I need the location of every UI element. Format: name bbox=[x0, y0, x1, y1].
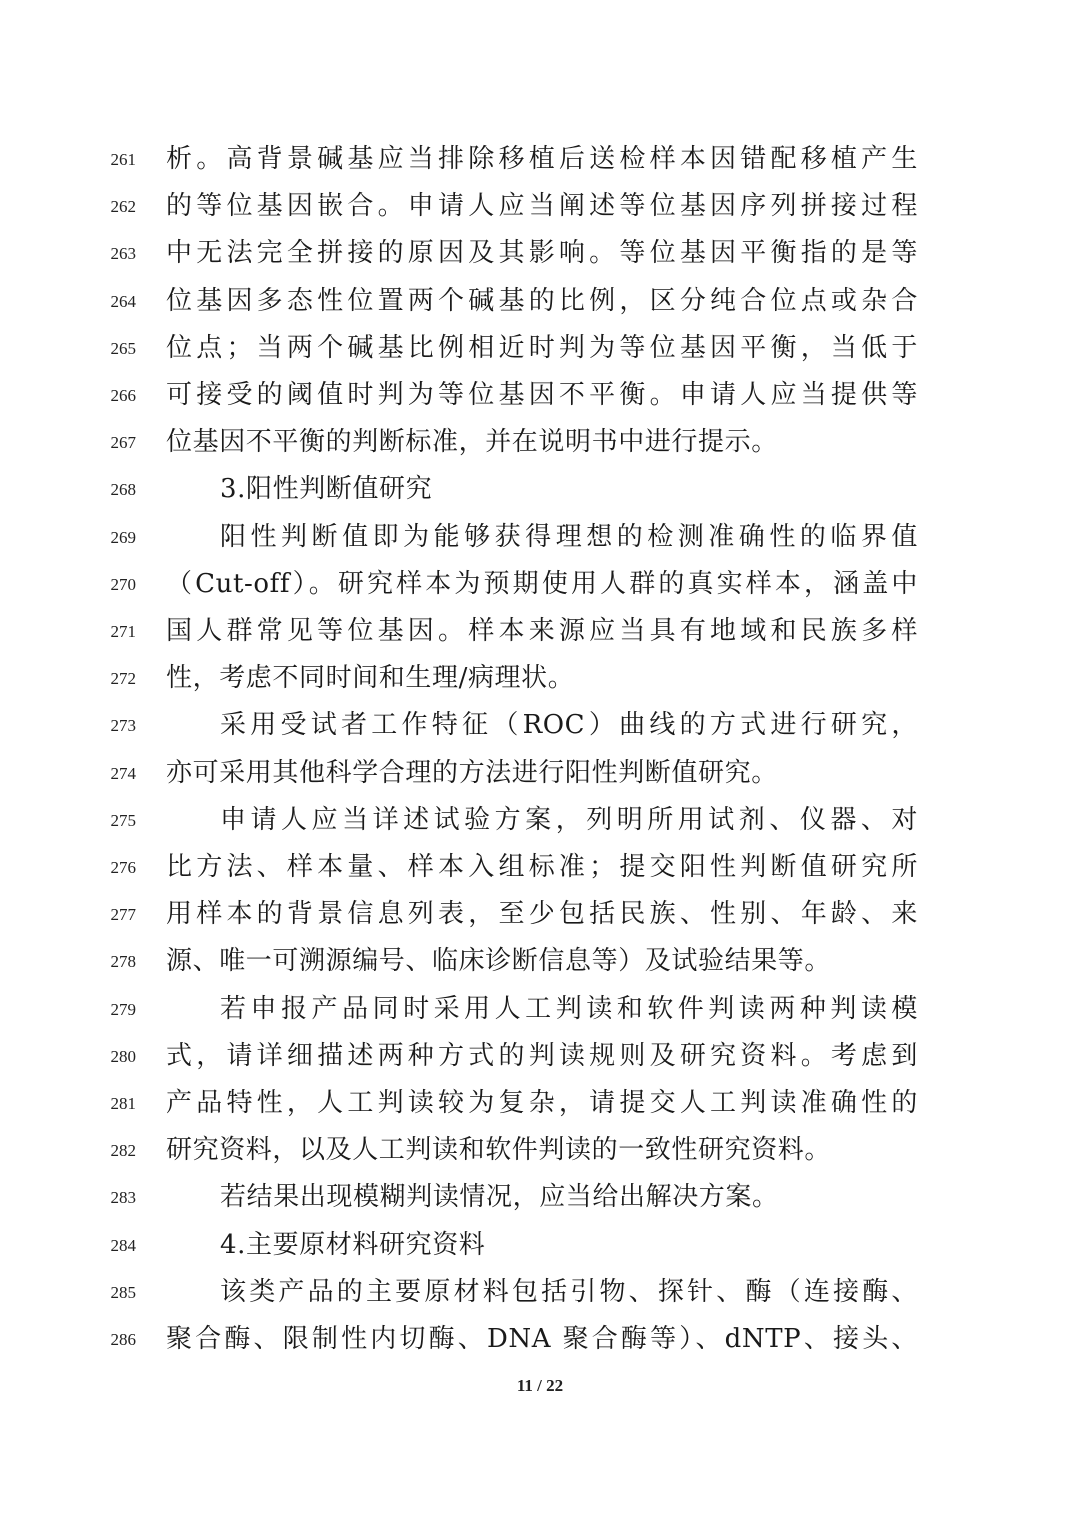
text-line bbox=[0, 797, 1080, 844]
line-number: 264 bbox=[110, 291, 136, 311]
text-line bbox=[0, 938, 1080, 985]
text-line bbox=[0, 561, 1080, 608]
line-number: 278 bbox=[110, 952, 136, 972]
line-number: 266 bbox=[110, 386, 136, 405]
paragraph-text: 产品特性，人工判读较为复杂，请提交人工判读准确性的 bbox=[166, 1088, 918, 1118]
text-line bbox=[0, 419, 1080, 466]
text-line bbox=[0, 1222, 1080, 1269]
line-number: 271 bbox=[110, 622, 136, 641]
line-number: 284 bbox=[110, 1235, 136, 1255]
text-line bbox=[0, 1127, 1080, 1174]
paragraph-text: 采用受试者工作特征（ROC）曲线的方式进行研究， bbox=[220, 710, 918, 741]
text-line bbox=[0, 278, 1080, 325]
paragraph-text: 阳性判断值即为能够获得理想的检测准确性的临界值 bbox=[220, 521, 918, 552]
line-number: 281 bbox=[110, 1094, 136, 1113]
line-number: 276 bbox=[110, 858, 136, 877]
text-line bbox=[0, 891, 1080, 938]
paragraph-text: 研究资料，以及人工判读和软件判读的一致性研究资料。 bbox=[166, 1135, 832, 1166]
text-line bbox=[0, 183, 1080, 230]
paragraph-text: （Cut-off）。研究样本为预期使用人群的真实样本，涵盖中 bbox=[166, 568, 918, 599]
text-line bbox=[0, 1174, 1080, 1221]
paragraph-text: 若申报产品同时采用人工判读和软件判读两种判读模 bbox=[220, 993, 918, 1024]
line-number: 261 bbox=[110, 150, 136, 169]
line-number: 282 bbox=[110, 1141, 136, 1161]
paragraph-text: 源、唯一可溯源编号、临床诊断信息等）及试验结果等。 bbox=[166, 946, 832, 977]
paragraph-text: 4.主要原材料研究资料 bbox=[220, 1229, 486, 1260]
paragraph-text: 若结果出现模糊判读情况，应当给出解决方案。 bbox=[220, 1182, 779, 1213]
text-line bbox=[0, 136, 1080, 183]
paragraph-text: 用样本的背景信息列表，至少包括民族、性别、年龄、来 bbox=[166, 899, 918, 930]
text-line bbox=[0, 1316, 1080, 1363]
paragraph-text: 亦可采用其他科学合理的方法进行阳性判断值研究。 bbox=[166, 757, 778, 788]
paragraph-text: 位点；当两个碱基比例相近时判为等位基因平衡，当低于 bbox=[166, 332, 918, 363]
paragraph-text: 比方法、样本量、样本入组标准；提交阳性判断值研究所 bbox=[166, 852, 918, 882]
line-number: 267 bbox=[110, 433, 136, 453]
text-line bbox=[0, 844, 1080, 891]
line-number: 280 bbox=[110, 1046, 136, 1066]
text-line bbox=[0, 325, 1080, 372]
text-line bbox=[0, 466, 1080, 513]
text-line bbox=[0, 702, 1080, 749]
line-number: 263 bbox=[110, 244, 136, 264]
line-number: 272 bbox=[110, 669, 136, 689]
line-number: 262 bbox=[110, 197, 136, 217]
line-number: 279 bbox=[110, 999, 136, 1019]
paragraph-text: 该类产品的主要原材料包括引物、探针、酶（连接酶、 bbox=[220, 1276, 918, 1307]
paragraph-text: 位基因多态性位置两个碱基的比例，区分纯合位点或杂合 bbox=[166, 285, 918, 316]
text-line bbox=[0, 514, 1080, 561]
paragraph-text: 可接受的阈值时判为等位基因不平衡。申请人应当提供等 bbox=[166, 380, 918, 410]
text-line bbox=[0, 655, 1080, 702]
paragraph-text: 的等位基因嵌合。申请人应当阐述等位基因序列拼接过程 bbox=[166, 191, 918, 222]
text-line bbox=[0, 372, 1080, 419]
paragraph-text: 位基因不平衡的判断标准，并在说明书中进行提示。 bbox=[166, 427, 778, 458]
line-number: 268 bbox=[110, 480, 136, 500]
paragraph-text: 中无法完全拼接的原因及其影响。等位基因平衡指的是等 bbox=[166, 238, 918, 269]
paragraph-text: 性，考虑不同时间和生理/病理状。 bbox=[166, 663, 575, 694]
line-number: 273 bbox=[110, 716, 136, 736]
text-line bbox=[0, 750, 1080, 797]
paragraph-text: 3.阳性判断值研究 bbox=[220, 474, 433, 505]
text-line bbox=[0, 1269, 1080, 1316]
paragraph-text: 申请人应当详述试验方案，列明所用试剂、仪器、对 bbox=[220, 804, 918, 835]
line-number: 285 bbox=[110, 1282, 136, 1302]
text-line bbox=[0, 230, 1080, 277]
line-number: 283 bbox=[110, 1188, 136, 1208]
text-line bbox=[0, 608, 1080, 655]
line-number: 277 bbox=[110, 905, 136, 925]
paragraph-text: 聚合酶、限制性内切酶、DNA 聚合酶等）、dNTP、接头、 bbox=[166, 1324, 918, 1354]
paragraph-text: 国人群常见等位基因。样本来源应当具有地域和民族多样 bbox=[166, 616, 918, 646]
line-number: 269 bbox=[110, 527, 136, 547]
line-number: 286 bbox=[110, 1330, 136, 1349]
paragraph-text: 析。高背景碱基应当排除移植后送检样本因错配移植产生 bbox=[166, 144, 918, 174]
line-number: 275 bbox=[110, 810, 136, 830]
text-line bbox=[0, 1080, 1080, 1127]
text-line bbox=[0, 986, 1080, 1033]
line-number: 265 bbox=[110, 338, 136, 358]
paragraph-text: 式，请详细描述两种方式的判读规则及研究资料。考虑到 bbox=[166, 1040, 918, 1071]
line-number: 274 bbox=[110, 763, 136, 783]
page-number: 11 / 22 bbox=[516, 1376, 564, 1395]
text-line bbox=[0, 1033, 1080, 1080]
line-number: 270 bbox=[110, 574, 136, 594]
